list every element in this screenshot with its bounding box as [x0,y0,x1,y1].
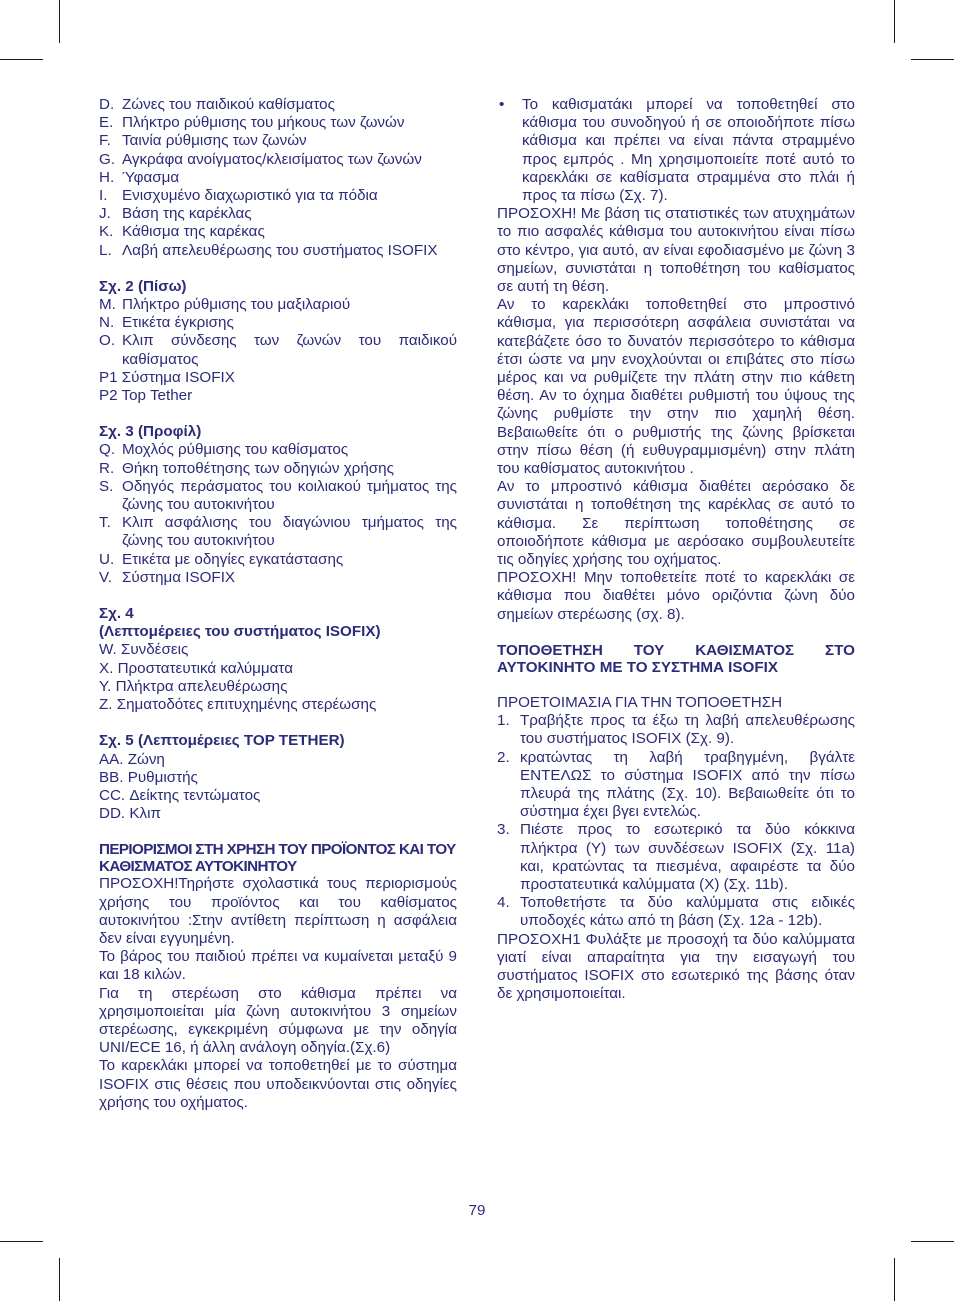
list-item: P1 Σύστημα ISOFIX [99,368,235,386]
list-item: S. Οδηγός περάσματος του κοιλιακού τμήματος της ζώνης του αυτοκινήτου [99,477,457,514]
list-item: AA. Ζώνη [99,750,165,768]
paragraph: Για τη στερέωση στο κάθισμα πρέπει να χρησιμοποιείται μία ζώνη αυτοκινήτου 3 σημείων στερέωσης, εγκεκριμένη σύμφωνα με την οδηγία UNI/ECE 16, ή άλλη ανάλογη οδηγία.(Σχ.6) [99,984,457,1057]
crop-mark-left-top [0,59,43,60]
bullet-item: • Το καθισματάκι μπορεί να τοποθετηθεί στο κάθισμα του συνοδηγού ή σε οποιοδήποτε πίσω κάθισμα και πρέπει να είναι πάντα στραμμένο προς εμπρός . Μη χρησιμοποιείτε ποτέ αυτό το καρεκλάκι σε καθίσματα στραμμένα στο πλάι ή προς τα πίσω (Σχ. 7). [499,96,855,205]
list-item: Q. Μοχλός ρύθμισης του καθίσματος [99,441,349,459]
list-item: D. Ζώνες του παιδικού καθίσματος [99,96,335,113]
right-column [497,96,855,1003]
list-item: 3. Πιέστε προς το εσωτερικό τα δύο κόκκινα πλήκτρα (Y) των συνδέσεων ISOFIX (Σχ. 11a) και, κρατώντας τα πιεσμένα, αφαιρέστε τα δύο προστατευτικά καλύμματα (X) (Σχ. 11b). [497,821,855,893]
crop-mark-right-bottom [911,1241,954,1242]
parts-list-4 [99,641,457,714]
crop-mark-right-top [911,59,954,60]
subheading-preparation: ΠΡΟΕΤΟΙΜΑΣΙΑ ΓΙΑ ΤΗΝ ΤΟΠΟΘΕΤΗΣΗ [497,693,783,711]
steps-list [497,712,855,930]
bullet-icon: • [499,96,505,113]
list-item: F. Ταινία ρύθμισης των ζωνών [99,132,307,150]
paragraph: Αν το καρεκλάκι τοποθετηθεί στο μπροστινό κάθισμα, για περισσότερη ασφάλεια συνιστάται να κατεβάζετε όσο το δυνατόν περισσότερο το κάθισμα έτσι ώστε να μην ενοχλούνται οι επιβάτες στο πίσω μέρος και να ρυθμίζετε την πλάτη στην πιο κάθετη θέση. Αν το όχημα διαθέτει ρυθμιστή του ύψους της ζώνης ρυθμίστε την στην πιο χαμηλή θέση. Βεβαιωθείτε ότι ο ρυθμιστής της ζώνης βρίσκεται στην πίσω θέση (ή ευθυγραμμισμένη) στην πλάτη του καθίσματος αυτοκινήτου . [497,296,855,478]
list-item: H. Ύφασμα [99,168,180,186]
crop-mark-bottom-right [894,1258,895,1301]
paragraph: ΠΡΟΣΟΧΗ! Μην τοποθετείτε ποτέ το καρεκλάκι σε κάθισμα που διαθέτει μόνο οριζόντια ζώνη δύο σημείων στερέωσης (σχ. 8). [497,569,855,623]
list-item: 4. Τοποθετήστε τα δύο καλύμματα στις ειδικές υποδοχές κάτω από τη βάση (Σχ. 12a - 12b). [497,894,855,930]
parts-list-1 [99,96,457,260]
list-item: T. Κλιπ ασφάλισης του διαγώνιου τμήματος της ζώνης του αυτοκινήτου [99,514,457,550]
parts-list-5 [99,751,457,824]
crop-mark-left-bottom [0,1241,43,1242]
list-item: P2 Top Tether [99,387,193,405]
section-heading-fig4: Σχ. 4 [99,605,134,623]
list-item: E. Πλήκτρο ρύθμισης του μήκους των ζωνών [99,114,405,132]
list-item: R. Θήκη τοποθέτησης των οδηγιών χρήσης [99,459,394,477]
list-item: O. Κλιπ σύνδεσης των ζωνών του παιδικού καθίσματος [99,332,457,368]
paragraph: ΠΡΟΣΟΧΗ!Τηρήστε σχολαστικά τους περιορισμούς χρήσης του προϊόντος και του καθίσματος αυτοκινήτου :Στην αντίθετη περίπτωση η ασφάλεια δεν είναι εγγυημένη. [99,875,457,947]
list-item: K. Κάθισμα της καρέκας [99,223,265,241]
list-item: N. Ετικέτα έγκρισης [99,314,234,332]
crop-mark-top-left [59,0,60,43]
section-heading-fig5: Σχ. 5 (Λεπτομέρειες TOP TETHER) [99,732,345,750]
crop-mark-top-right [894,0,895,43]
list-item: G. Αγκράφα ανοίγματος/κλεισίματος των ζωνών [99,150,422,168]
parts-list-2 [99,296,457,405]
paragraph: Αν το μπροστινό κάθισμα διαθέτει αερόσακο δε συνιστάται η τοποθέτηση της καρέκλας σε αυτό το κάθισμα. Σε περίπτωση τοποθέτησης σε οποιοδήποτε κάθισμα με αερόσακο συμβουλευτείτε τις οδηγίες χρήσης του οχήματος. [497,478,855,569]
left-column [99,96,457,1112]
list-item: 2. κρατώντας τη λαβή τραβηγμένη, βγάλτε ΕΝΤΕΛΩΣ το σύστημα ISOFIX από την πίσω πλευρά της πλάτης (Σχ. 10). Βεβαιωθείτε ότι το σύστημα έχει βγει εντελώς. [497,748,855,821]
section-heading-fig2: Σχ. 2 (Πίσω) [99,277,187,295]
list-item: BB. Ρυθμιστής [99,768,198,786]
list-item: W. Συνδέσεις [99,641,189,659]
list-item: DD. Κλιπ [99,805,161,823]
list-item: 1. Τραβήξτε προς τα έξω τη λαβή απελευθέρωσης του συστήματος ISOFIX (Σχ. 9). [497,712,855,748]
parts-list-3 [99,441,457,587]
section-heading-isofix-installation: ΤΟΠΟΘΕΤΗΣΗ ΤΟΥ ΚΑΘΙΣΜΑΤΟΣ ΣΤΟ ΑΥΤΟΚΙΝΗΤΟ ΜΕ ΤΟ ΣΥΣΤΗΜΑ ISOFIX [497,641,855,676]
list-item: L. Λαβή απελευθέρωσης του συστήματος ISOFIX [99,241,438,259]
paragraph: ΠΡΟΣΟΧΗ1 Φυλάξτε με προσοχή τα δύο καλύμματα γιατί είναι απαραίτητα για την εισαγωγή του συστήματος ISOFIX στο εσωτερικό της βάσης όταν δε χρησιμοποιείται. [497,930,855,1003]
paragraph: Το καρεκλάκι μπορεί να τοποθετηθεί με το σύστημα ISOFIX στις θέσεις που υποδεικνύονται στις οδηγίες χρήσης του οχήματος. [99,1057,457,1111]
section-subheading-fig4: (Λεπτομέρειες του συστήματος ISOFIX) [99,623,381,641]
list-item: U. Ετικέτα με οδηγίες εγκατάστασης [99,550,344,568]
crop-mark-bottom-left [59,1258,60,1301]
paragraph: ΠΡΟΣΟΧΗ! Με βάση τις στατιστικές των ατυχημάτων το πιο ασφαλές κάθισμα του αυτοκινήτου είναι πίσω στο κέντρο, για αυτό, αν είναι εφοδιασμένο με ζώνη 3 σημείων, συνιστάται η τοποθέτηση του καθίσματος σε αυτή τη θέση. [497,205,855,296]
list-item: M. Πλήκτρο ρύθμισης του μαξιλαριού [99,296,351,314]
section-heading-restrictions: ΠΕΡΙΟΡΙΣΜΟΙ ΣΤΗ ΧΡΗΣΗ ΤΟΥ ΠΡΟΪΟΝΤΟΣ ΚΑΙ ΤΟΥ ΚΑΘΙΣΜΑΤΟΣ ΑΥΤΟΚΙΝΗΤΟΥ [99,841,456,876]
paragraph: Το βάρος του παιδιού πρέπει να κυμαίνεται μεταξύ 9 και 18 κιλών. [99,948,457,984]
list-item: J. Βάση της καρέκλας [99,205,252,223]
list-item: Y. Πλήκτρα απελευθέρωσης [99,677,288,695]
list-item: I. Ενισχυμένο διαχωριστικό για τα πόδια [99,187,378,205]
list-item: Z. Σηματοδότες επιτυχημένης στερέωσης [99,696,377,714]
list-item: X. Προστατευτικά καλύμματα [99,659,293,677]
page-number: 79 [468,1202,486,1219]
list-item: CC. Δείκτης τεντώματος [99,786,261,804]
list-item: V. Σύστημα ISOFIX [99,568,236,586]
section-heading-fig3: Σχ. 3 (Προφίλ) [99,423,202,441]
